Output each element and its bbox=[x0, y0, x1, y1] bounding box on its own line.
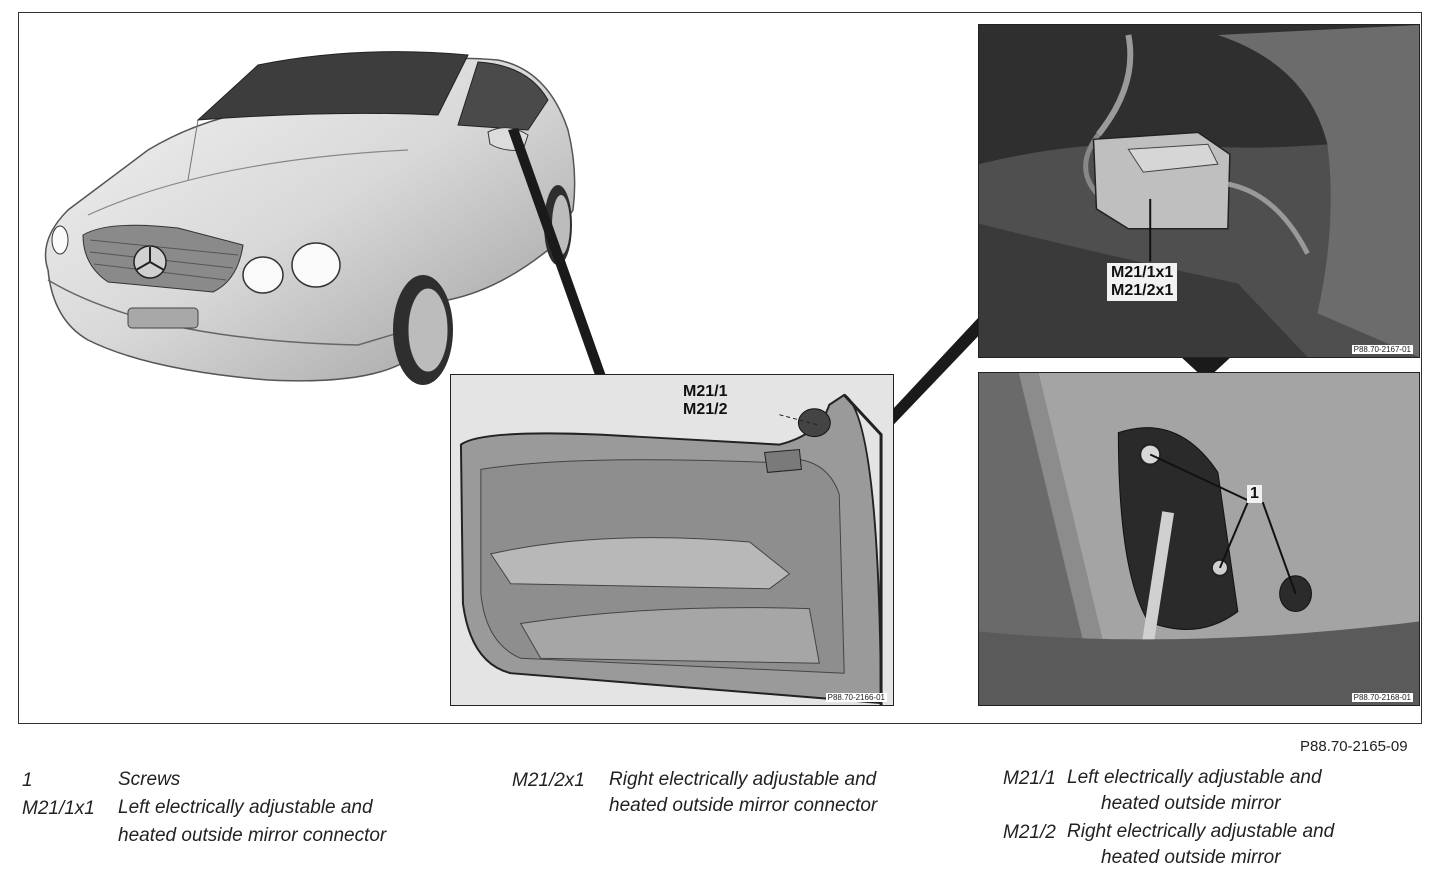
legend-code: M21/1 bbox=[1003, 768, 1056, 789]
legend-desc-line: Left electrically adjustable and bbox=[118, 797, 373, 818]
legend-desc-line: heated outside mirror bbox=[1101, 847, 1281, 868]
mirror-callout-labels bbox=[1247, 485, 1262, 503]
connector-photo-ref: P88.70-2167-01 bbox=[1353, 345, 1411, 354]
legend-desc-line: heated outside mirror bbox=[1101, 793, 1281, 814]
legend-code: M21/2x1 bbox=[512, 770, 585, 791]
door-panel-photo bbox=[450, 374, 894, 706]
legend-desc-line: Left electrically adjustable and bbox=[1067, 767, 1322, 788]
label-screws-1: 1 bbox=[1250, 485, 1259, 502]
legend-code: M21/1x1 bbox=[22, 798, 95, 819]
label-m21-2: M21/2 bbox=[683, 401, 728, 418]
legend-desc: Screws bbox=[118, 769, 181, 790]
mirror-mount-photo bbox=[978, 372, 1420, 706]
legend-code: 1 bbox=[22, 770, 33, 791]
figure-reference: P88.70-2165-09 bbox=[1300, 738, 1408, 755]
label-m21-1: M21/1 bbox=[683, 383, 728, 400]
legend-desc-line: heated outside mirror connector bbox=[609, 795, 878, 816]
label-m21-1x1: M21/1x1 bbox=[1111, 264, 1174, 281]
mirror-photo-ref: P88.70-2168-01 bbox=[1353, 693, 1411, 702]
door-photo-ref: P88.70-2166-01 bbox=[827, 693, 885, 702]
door-callout-labels bbox=[683, 383, 727, 419]
legend-desc-line: Right electrically adjustable and bbox=[609, 769, 877, 790]
legend-code: M21/2 bbox=[1003, 822, 1056, 843]
label-m21-2x1: M21/2x1 bbox=[1111, 282, 1174, 299]
legend-desc-line: Right electrically adjustable and bbox=[1067, 821, 1335, 842]
legend-desc-line: heated outside mirror connector bbox=[118, 825, 387, 846]
connector-photo bbox=[978, 24, 1420, 358]
connector-callout-labels bbox=[1107, 263, 1177, 301]
